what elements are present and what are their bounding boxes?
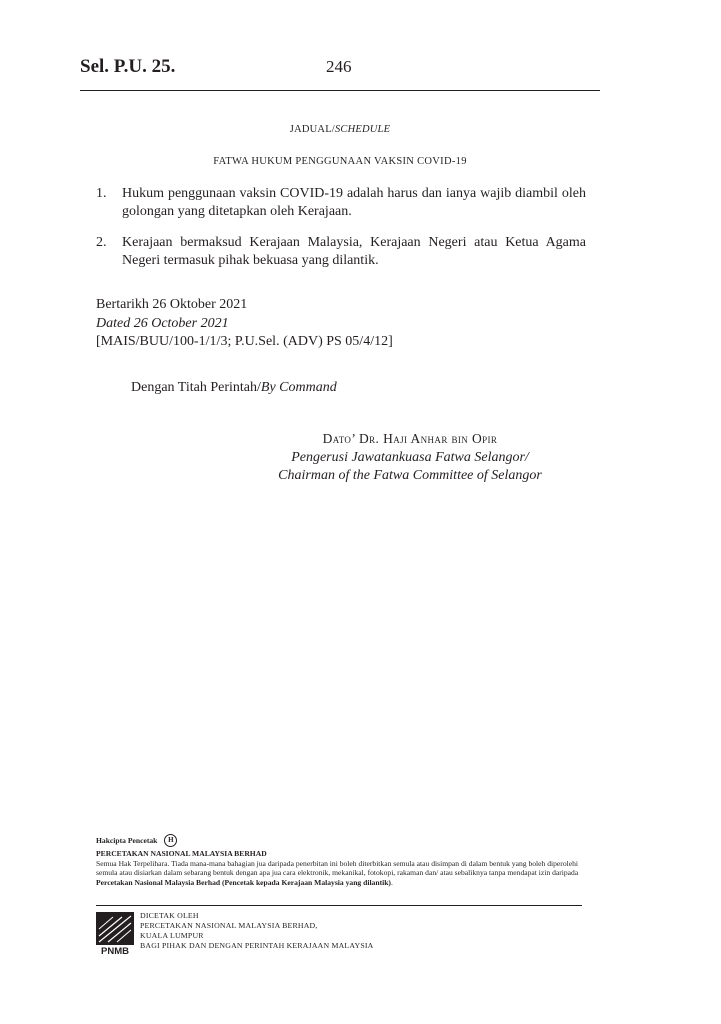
reference-number: [MAIS/BUU/100-1/1/3; P.U.Sel. (ADV) PS 05/4/12] [96,334,393,349]
copyright-notice-bold: Percetakan Nasional Malaysia Berhad (Pencetak kepada Kerajaan Malaysia yang dilantik) [96,877,391,887]
signatory-name: Dato’ Dr. Haji Anhar bin Opir [322,431,498,446]
date-english: Dated 26 October 2021 [96,315,229,331]
item-number: 2. [96,235,107,250]
header-rule [80,90,600,91]
page-number: 246 [326,57,352,76]
printed-line: DICETAK OLEH [140,911,199,920]
copyright-notice-end: . [390,877,393,887]
list-item [96,185,586,221]
by-command [131,380,337,396]
copyright-block [96,834,586,887]
signatory-title-malay: Pengerusi Jawatankuasa Fatwa Selangor/ [291,449,529,465]
schedule-title [0,124,680,135]
printer-copyright-symbol: H [164,834,177,847]
pnmb-logo [96,912,134,956]
logo-text: PNMB [101,946,129,956]
signature-block [230,430,590,486]
date-block [96,296,393,352]
fatwa-title: FATWA HUKUM PENGGUNAAN VAKSIN COVID-19 [213,156,467,167]
signatory-title-english: Chairman of the Fatwa Committee of Selangor [278,468,542,483]
command-english: By Command [260,380,337,395]
copyright-notice-start: Semua Hak Terpelihara. Tiada mana-mana bahagian jua daripada penerbitan ini boleh diterbitkan semula atau disimpan di dalam bentuk yang boleh diperolehi semula atau disiarkan dalam sebarang bentuk dengan apa jua cara elektronik, mekanikal, fotokopi, rakaman dan/ atau sebaliknya tanpa mendapat izin daripada [96,858,579,878]
publisher-name: PERCETAKAN NASIONAL MALAYSIA BERHAD [96,849,267,858]
item-text: Kerajaan bermaksud Kerajaan Malaysia, Kerajaan Negeri atau Ketua Agama Negeri termasuk pihak bekuasa yang dilantik. [122,235,586,268]
printed-line: PERCETAKAN NASIONAL MALAYSIA BERHAD, [140,921,318,930]
copyright-label-row [96,834,586,847]
list-item [96,234,586,270]
copyright-notice [96,859,586,888]
copyright-label: Hakcipta Pencetak [96,835,158,845]
item-text: Hukum penggunaan vaksin COVID-19 adalah harus dan ianya wajib diambil oleh golongan yang ditetapkan oleh Kerajaan. [122,186,586,219]
command-malay: Dengan Titah Perintah/ [131,380,261,395]
schedule-title-italic: SCHEDULE [334,124,391,135]
gazette-reference: Sel. P.U. 25. [80,56,176,77]
item-number: 1. [96,186,107,201]
footer-rule [96,905,582,906]
printed-line: KUALA LUMPUR [140,931,204,940]
date-malay: Bertarikh 26 Oktober 2021 [96,297,248,312]
printed-by-block [140,911,374,951]
printed-line: BAGI PIHAK DAN DENGAN PERINTAH KERAJAAN MALAYSIA [140,941,374,950]
schedule-title-main: JADUAL/ [289,124,335,135]
